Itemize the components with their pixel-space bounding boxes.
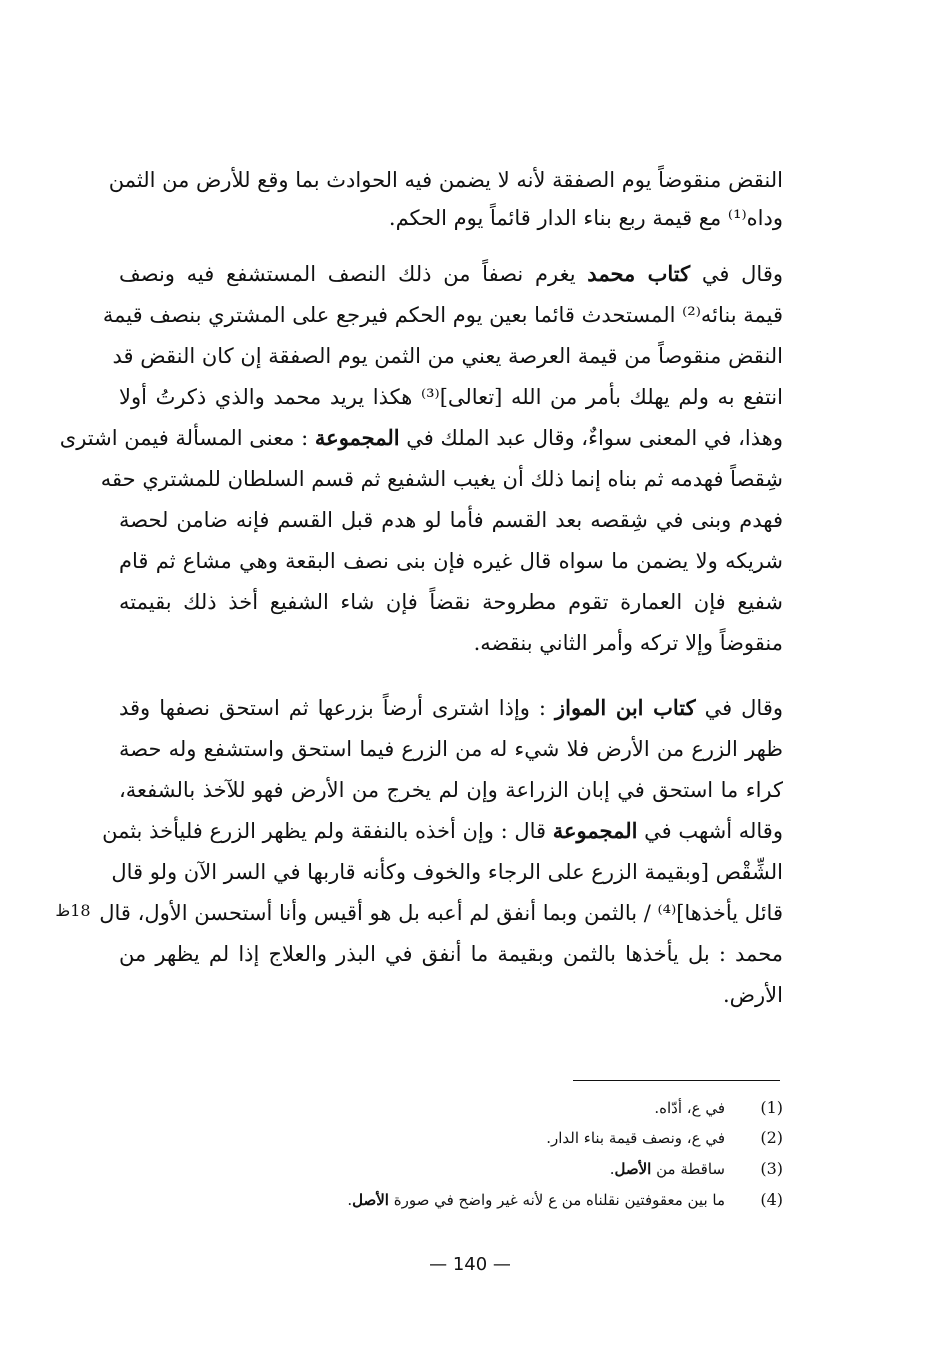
body-line-20: الأرض. [722, 983, 783, 1007]
footnote-3 [300, 1154, 783, 1184]
footnote-number: (3) [760, 1159, 783, 1178]
body-line-18: قائل يأخذها]⁽⁴⁾ / بالثمن وبما أنفق لم أعبه بل هو أقيس وأنا أستحسن الأول، قال [99, 901, 783, 925]
body-line-5: النقض منقوصاً من قيمة العرصة يعني من الثمن يوم الصفقة إن كان النقض قد [112, 344, 783, 368]
body-line-17: الشِّقْص [وبقيمة الزرع على الرجاء والخوف وكأنه قاربها في السر الآن ولو قال [111, 860, 783, 884]
footnote-text: ما بين معقوفتين نقلناه من ع لأنه غير واضح في صورة الأصل. [347, 1191, 725, 1209]
footnote-text: في ع، ونصف قيمة بناء الدار. [546, 1129, 725, 1147]
body-line-13: وقال في كتاب ابن المواز : وإذا اشترى أرضاً بزرعها ثم استحق نصفها وقد [119, 695, 784, 720]
body-line-10: شريكه ولا يضمن ما سواه قال غيره فإن بنى نصف البقعة وهي مشاع ثم قام [119, 549, 783, 573]
body-line-9: فهدم وبنى في شِقصه بعد القسم فأما لو هدم قبل القسم فإنه ضامن لحصة [119, 508, 783, 532]
body-line-15: كراء ما استحق في إبان الزراعة وإن لم يخرج من الأرض فهو للآخذ بالشفعة، [119, 778, 783, 802]
footnote-text: في ع، أدّاه. [654, 1099, 725, 1117]
footnote-separator [573, 1080, 780, 1081]
footnote-text: ساقطة من الأصل. [609, 1160, 725, 1178]
body-line-4: قيمة بنائه⁽²⁾ المستحدث قائما بعين يوم الحكم فيرجع على المشتري بنصف قيمة [102, 303, 783, 327]
body-line-1: النقض منقوضاً يوم الصفقة لأنه لا يضمن فيه الحوادث بما وقع للأرض من الثمن [108, 168, 783, 192]
body-line-16: وقاله أشهب في المجموعة قال : وإن أخذه بالنفقة ولم يظهر الزرع فليأخذ بثمن [102, 818, 783, 843]
body-line-7: وهذا، في المعنى سواءٌ، وقال عبد الملك في المجموعة : معنى المسألة فيمن اشترى [59, 425, 783, 450]
book-title: المجموعة [314, 425, 400, 450]
body-line-11: شفيع فإن العمارة تقوم مطروحة نقضاً فإن شاء الشفيع أخذ ذلك بقيمته [119, 590, 783, 614]
book-title: المجموعة [552, 818, 638, 843]
page-number: — 140 — [429, 1254, 511, 1275]
footnote-number: (4) [760, 1190, 783, 1209]
footnote-number: (1) [760, 1098, 783, 1117]
body-line-2: وداه⁽¹⁾ مع قيمة ربع بناء الدار قائماً يوم الحكم. [388, 206, 783, 230]
book-title: كتاب محمد [587, 261, 691, 286]
footnote-number: (2) [760, 1128, 783, 1147]
margin-folio-note: 18ظ [55, 901, 91, 920]
body-line-12: منقوضاً وإلا تركه وأمر الثاني بنقضه. [473, 631, 783, 655]
body-line-19: محمد : بل يأخذها بالثمن وبقيمة ما أنفق في البذر والعلاج إذا لم يظهر من [119, 942, 783, 966]
body-line-6: انتفع به ولم يهلك بأمر من الله [تعالى]⁽³⁾ هكذا يريد محمد والذي ذكرتُ أولا [119, 385, 783, 409]
body-line-3: وقال في كتاب محمد يغرم نصفاً من ذلك النصف المستشفع فيه ونصف [119, 261, 783, 286]
body-line-8: شِقصاً فهدمه ثم بناه إنما ذلك أن يغيب الشفيع ثم قسم السلطان للمشتري حقه [100, 467, 783, 491]
footnote-4 [300, 1185, 783, 1215]
footnote-1 [300, 1093, 783, 1123]
footnote-2 [300, 1123, 783, 1153]
body-line-14: ظهر الزرع من الأرض فلا شيء له من الزرع فيما استحق واستشفع وله حصة [119, 737, 783, 761]
book-title: كتاب ابن المواز [555, 695, 696, 720]
